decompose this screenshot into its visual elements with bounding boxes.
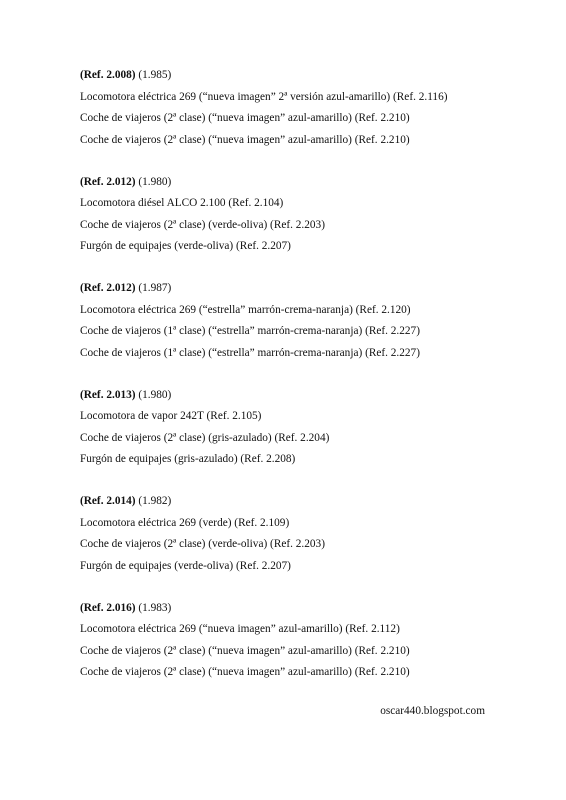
entry-item: Furgón de equipajes (gris-azulado) (Ref. 2.208) — [80, 453, 296, 465]
catalog-entry — [80, 491, 540, 577]
entry-year: (1.985) — [138, 69, 172, 81]
catalog-entry — [80, 598, 540, 684]
entry-item: Coche de viajeros (2ª clase) (“nueva imagen” azul-amarillo) (Ref. 2.210) — [80, 666, 410, 678]
catalog-entry — [80, 65, 540, 151]
entry-year: (1.982) — [138, 495, 172, 507]
entry-heading — [80, 491, 540, 513]
catalog-entries — [80, 65, 540, 704]
entry-ref: (Ref. 2.014) — [80, 495, 136, 507]
entry-heading — [80, 598, 540, 620]
entry-item: Locomotora de vapor 242T (Ref. 2.105) — [80, 410, 262, 422]
entry-item: Furgón de equipajes (verde-oliva) (Ref. 2.207) — [80, 559, 291, 572]
entry-item: Coche de viajeros (1ª clase) (“estrella” marrón-crema-naranja) (Ref. 2.227) — [80, 346, 420, 359]
entry-year: (1.987) — [138, 282, 172, 294]
entry-item: Coche de viajeros (2ª clase) (verde-oliva) (Ref. 2.203) — [80, 538, 325, 550]
entry-item: Locomotora eléctrica 269 (“estrella” marrón-crema-naranja) (Ref. 2.120) — [80, 303, 411, 316]
catalog-entry — [80, 385, 540, 471]
entry-item: Coche de viajeros (2ª clase) (“nueva imagen” azul-amarillo) (Ref. 2.210) — [80, 112, 410, 124]
entry-heading — [80, 65, 540, 87]
entry-year: (1.980) — [138, 388, 172, 401]
entry-item: Furgón de equipajes (verde-oliva) (Ref. 2.207) — [80, 240, 291, 252]
catalog-entry — [80, 172, 540, 258]
entry-item: Coche de viajeros (2ª clase) (verde-oliva) (Ref. 2.203) — [80, 218, 325, 231]
entry-item: Locomotora eléctrica 269 (verde) (Ref. 2.109) — [80, 516, 290, 529]
entry-ref: (Ref. 2.016) — [80, 601, 136, 614]
entry-ref: (Ref. 2.008) — [80, 69, 136, 81]
entry-heading — [80, 278, 540, 300]
catalog-entry — [80, 278, 540, 364]
entry-ref: (Ref. 2.012) — [80, 282, 136, 294]
footer-site: oscar440.blogspot.com — [380, 705, 485, 717]
entry-item: Coche de viajeros (2ª clase) (“nueva imagen” azul-amarillo) (Ref. 2.210) — [80, 133, 410, 146]
entry-item: Locomotora diésel ALCO 2.100 (Ref. 2.104) — [80, 197, 284, 209]
entry-heading — [80, 385, 540, 407]
entry-item: Coche de viajeros (2ª clase) (“nueva imagen” azul-amarillo) (Ref. 2.210) — [80, 644, 410, 657]
entry-ref: (Ref. 2.013) — [80, 388, 136, 401]
entry-item: Locomotora eléctrica 269 (“nueva imagen” azul-amarillo) (Ref. 2.112) — [80, 623, 400, 635]
entry-ref: (Ref. 2.012) — [80, 175, 136, 188]
entry-item: Coche de viajeros (2ª clase) (gris-azulado) (Ref. 2.204) — [80, 431, 330, 444]
entry-year: (1.980) — [138, 175, 172, 188]
entry-item: Coche de viajeros (1ª clase) (“estrella” marrón-crema-naranja) (Ref. 2.227) — [80, 325, 420, 337]
entry-item: Locomotora eléctrica 269 (“nueva imagen” 2ª versión azul-amarillo) (Ref. 2.116) — [80, 90, 448, 103]
entry-heading — [80, 172, 540, 194]
entry-year: (1.983) — [138, 601, 172, 614]
